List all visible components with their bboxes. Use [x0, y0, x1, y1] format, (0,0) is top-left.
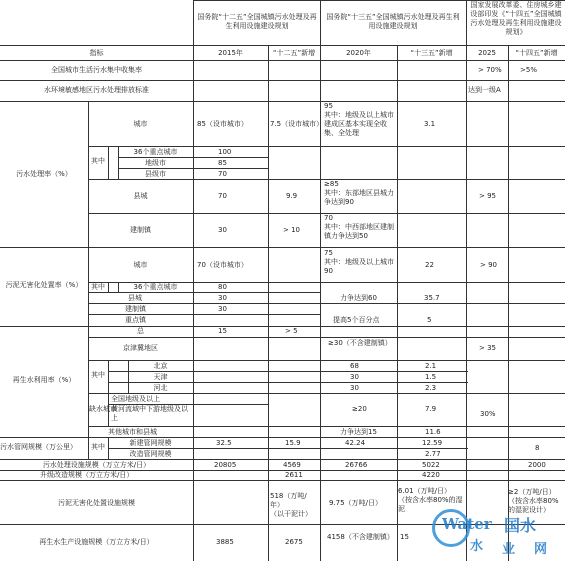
sludge-town-label: 建制镇: [125, 305, 146, 313]
sludge-key36-2015: 80: [218, 283, 227, 291]
sludge-facility-new13: 6.01（万吨/日） （按含水率80%的湿泥: [398, 487, 463, 513]
rule: [268, 45, 269, 561]
sludge-city-2015: 70（设市城市）: [197, 261, 248, 269]
sewage-town-new12: > 10: [283, 226, 300, 234]
rule: [320, 0, 321, 561]
sewage-rate-group-label: 污水处理率（%）: [16, 170, 72, 178]
reuse-shortage-label: 缺水城市: [89, 405, 117, 413]
rule: [88, 303, 565, 304]
sludge-key36-label: 36个重点城市: [133, 283, 178, 291]
collection-rate-2025: > 70%: [478, 66, 502, 74]
rule: [397, 45, 398, 561]
sludge-facility-2020: 9.75（万吨/日）: [329, 499, 382, 507]
sewage-county-2015: 70: [218, 192, 227, 200]
sludge-county-2020: 力争达到60: [340, 294, 377, 302]
rule: [88, 393, 565, 394]
discharge-standard-label: 水环境敏感地区污水处理排放标准: [44, 86, 149, 94]
rule: [108, 282, 109, 292]
indicator-header: 指标: [89, 49, 104, 57]
sludge-county-new13: 35.7: [424, 294, 440, 302]
col-14-new-header: “十四五”新增: [515, 49, 558, 57]
watermark-logo: [430, 505, 565, 561]
collection-rate-label: 全国城市生活污水集中收集率: [51, 66, 142, 74]
pipe-new-new13: 12.59: [422, 439, 443, 447]
collection-rate-new14: >5%: [520, 66, 537, 74]
sludge-city-new13: 22: [425, 261, 434, 269]
reuse-tianjin-new13: 1.5: [425, 373, 437, 381]
reclaimed-facility-2015: 3885: [216, 538, 234, 546]
sludge-town-2015: 30: [218, 305, 227, 313]
sewage-prefecture-label: 地级市: [145, 159, 166, 167]
reclaimed-facility-label: 再生水生产设施规模（万立方米/日）: [39, 538, 154, 546]
sewage-key36-label: 36个重点城市: [133, 148, 178, 156]
rule: [88, 146, 565, 147]
reuse-beijing-new13: 2.1: [425, 362, 437, 370]
sludge-facility-new12: 518（万吨/年） （以干泥计）: [270, 492, 312, 518]
reuse-jjj-2020: ≥30（不含建制镇）: [328, 339, 392, 347]
capacity-label: 污水处理设施规模（万立方米/日）: [42, 461, 151, 469]
pipe-new-2020: 42.24: [345, 439, 366, 447]
rule: [108, 448, 468, 449]
plan-13-header: 国务院“十三五”全国城镇污水处理及再生利用设施建设规划: [326, 13, 460, 30]
rule: [0, 326, 565, 327]
reuse-shortage-sub2: 黄河流域中下游地级及以上: [111, 405, 188, 422]
sewage-county-city-label: 县级市: [145, 170, 166, 178]
sewage-city-2020: 95 其中：地级及以上城市建成区基本实现全收集、全处理: [324, 102, 394, 137]
rule: [193, 0, 194, 561]
sewage-town-label: 建制镇: [130, 226, 151, 234]
sludge-key-town-label: 重点镇: [125, 316, 146, 324]
reuse-others-2020: 力争达到15: [340, 428, 377, 436]
pipe-new-new12: 15.9: [285, 439, 301, 447]
rule: [88, 337, 565, 338]
pipe-qizhong: 其中: [91, 443, 105, 451]
pipe-network-group-label: 污水管网规模（万公里）: [0, 443, 77, 451]
watermark-latin: Water: [442, 515, 492, 533]
capacity-2020: 26766: [345, 461, 368, 469]
rule: [108, 360, 109, 426]
reuse-hebei-label: 河北: [153, 384, 168, 392]
sludge-city-label: 城市: [133, 261, 148, 269]
capacity-new13: 5022: [422, 461, 440, 469]
plan-14-header: 国家发展改革委、住房城乡建设部印发《“十四五”全国城镇污水处理及再生利用设施建设规划》: [470, 1, 562, 36]
sewage-town-2015: 30: [218, 226, 227, 234]
reuse-hebei-new13: 2.3: [425, 384, 437, 392]
sewage-town-2020: 70 其中：中西部地区建制镇力争达到50: [324, 214, 394, 240]
sewage-city-2015: 85（设市城市）: [197, 120, 248, 128]
sewage-city-new13: 3.1: [424, 120, 436, 128]
rule: [88, 360, 565, 361]
reuse-jjj-2025: > 35: [479, 344, 496, 352]
rule: [88, 426, 565, 427]
rule: [88, 314, 320, 315]
rule: [0, 437, 565, 438]
pipe-new-new14: 8: [535, 444, 540, 452]
reuse-others-new13: 11.6: [425, 428, 441, 436]
rule: [0, 459, 565, 460]
col-2015-header: 2015年: [218, 49, 243, 57]
sewage-qizhong: 其中: [91, 157, 105, 165]
watermark-cn2: 水: [470, 539, 484, 554]
discharge-standard-2025: 达到一级A: [468, 86, 501, 94]
reuse-rate-group-label: 再生水利用率（%）: [12, 376, 76, 384]
reclaimed-facility-new12: 2675: [285, 538, 303, 546]
reuse-tianjin-label: 天津: [153, 373, 168, 381]
watermark-cn1: 国水: [504, 516, 537, 535]
sewage-prefecture-2015: 85: [218, 159, 227, 167]
sludge-county-label: 县城: [128, 294, 142, 302]
sludge-county-2015: 30: [218, 294, 227, 302]
capacity-new14: 2000: [528, 461, 546, 469]
sewage-county-new12: 9.9: [286, 192, 298, 200]
sludge-facility-new14: ≥2（万吨/日） （按含水率80%的湿泥设计）: [508, 488, 559, 514]
col-2020-header: 2020年: [346, 49, 371, 57]
rule: [108, 146, 109, 179]
reuse-tianjin-2020: 30: [350, 373, 359, 381]
sludge-city-2025: > 90: [480, 261, 497, 269]
reuse-shortage-sub1: 全国地级及以上: [111, 395, 160, 403]
col-2025-header: 2025: [478, 49, 496, 57]
pipe-new-2015: 32.5: [216, 439, 232, 447]
reuse-jjj-label: 京津冀地区: [123, 344, 158, 352]
plan-12-header: 国务院“十二五”全国城镇污水处理及再生利用设施建设规划: [197, 13, 317, 30]
reuse-total-new12: > 5: [285, 327, 298, 335]
upgrade-label: 升级改造规模（万立方米/日）: [40, 471, 134, 479]
reuse-shortage-2020: ≥20: [352, 405, 367, 413]
watermark-cn3: 业: [502, 542, 516, 557]
reclaimed-facility-new13: 15: [400, 533, 409, 541]
sludge-key-town-2020: 提高5个百分点: [333, 316, 380, 324]
rule: [0, 60, 565, 61]
rule: [0, 101, 565, 102]
rule: [0, 45, 565, 46]
pipe-renovate-new13: 2.77: [425, 450, 441, 458]
rule: [466, 0, 467, 561]
reuse-others-label: 其他城市和县城: [108, 428, 157, 436]
sludge-qizhong: 其中: [91, 283, 105, 291]
sewage-county-2025: > 95: [479, 192, 496, 200]
pipe-new-label: 新建管网规模: [129, 439, 172, 447]
sewage-key36-2015: 100: [218, 148, 232, 156]
reuse-shortage-2025: 30%: [480, 410, 496, 418]
reuse-total-label: 总: [137, 327, 144, 335]
upgrade-new12: 2611: [285, 471, 303, 479]
col-12-new-header: “十二五”新增: [272, 49, 316, 57]
rule: [108, 371, 468, 372]
sewage-county-city-2015: 70: [218, 170, 227, 178]
sewage-county-2020: ≥85 其中：东部地区县城力争达到90: [324, 180, 394, 206]
reuse-beijing-label: 北京: [153, 362, 168, 370]
sludge-facility-label: 污泥无害化处置设施规模: [58, 499, 135, 507]
sewage-city-new12: 7.5（设市城市）: [270, 120, 324, 128]
sewage-county-label: 县城: [133, 192, 148, 200]
watermark-cn4: 网: [534, 542, 548, 557]
pipe-renovate-label: 改造管网规模: [129, 450, 172, 458]
reclaimed-facility-2020: 4158（不含建制镇）: [327, 533, 394, 541]
sewage-city-label: 城市: [133, 120, 148, 128]
capacity-new12: 4569: [283, 461, 301, 469]
rule: [0, 247, 565, 248]
reuse-hebei-2020: 30: [350, 384, 359, 392]
rule: [0, 80, 565, 81]
sludge-city-2020: 75 其中：地级及以上城市90: [324, 249, 394, 275]
reuse-total-2015: 15: [218, 327, 227, 335]
upgrade-new13: 4220: [422, 471, 440, 479]
col-13-new-header: “十三五”新增: [410, 49, 453, 57]
rule: [508, 45, 509, 561]
rule: [108, 382, 468, 383]
reuse-shortage-new13: 7.9: [425, 405, 437, 413]
capacity-2015: 20805: [214, 461, 237, 469]
sludge-key-town-new13: 5: [427, 316, 432, 324]
rule: [0, 480, 565, 481]
rule: [88, 292, 320, 293]
reuse-qizhong: 其中: [91, 371, 105, 379]
reuse-beijing-2020: 68: [350, 362, 359, 370]
sludge-rate-group-label: 污泥无害化处置率（%）: [5, 281, 83, 289]
